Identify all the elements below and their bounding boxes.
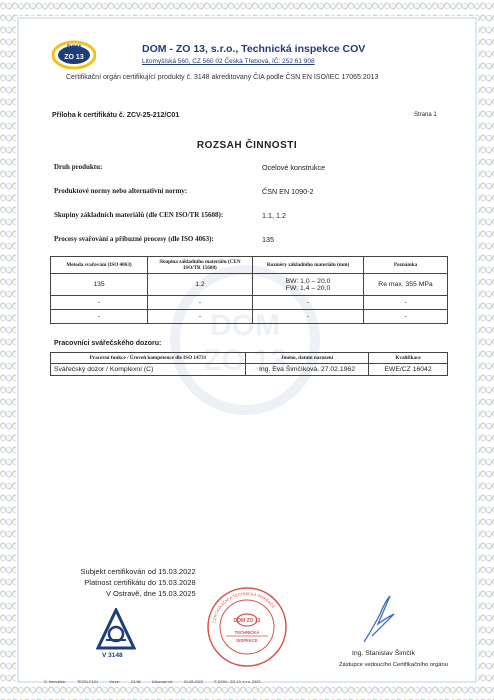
table-row — [51, 364, 448, 376]
footer-form-number: TE201-F101 — [76, 680, 99, 684]
field-value-materials: 1.1, 1.2 — [262, 211, 286, 220]
signatory-role: Zástupce vedoucího Certifikačního orgánu — [339, 662, 448, 668]
cert-issued-value: 15.03.2025 — [158, 589, 196, 598]
footer-version: 23-56 — [130, 680, 141, 684]
svg-text:DOM: DOM — [67, 45, 81, 51]
field-label-product: Druh produktu: — [54, 163, 103, 171]
page-number: Strana 1 — [414, 112, 437, 118]
supervision-table — [50, 352, 448, 376]
svg-text:CERTIFIKAČNÍ A TECHNICKÁ INSPE: CERTIFIKAČNÍ A TECHNICKÁ INSPEKCE — [211, 590, 277, 624]
field-label-processes: Procesy svařování a příbuzné procesy (dle ISO 4063): — [54, 235, 214, 243]
signatory-name: Ing. Stanislav Šimčík — [352, 650, 416, 657]
accreditation-line: Certifikační orgán certifikující produkty č. 3148 akreditovaný ČIA podle ČSN EN ISO/IEC 17065:2013 — [66, 74, 379, 81]
cell-dimensions-fw: FW: 1,4 – 20,0 — [285, 284, 331, 292]
cell-note: - — [364, 296, 448, 310]
cell-dimensions — [253, 274, 364, 296]
cert-issued — [66, 589, 196, 598]
handwritten-signature — [360, 592, 400, 647]
document-title: ROZSAH ČINNOSTI — [196, 140, 298, 151]
cell-material-group: 1.2 — [148, 274, 253, 296]
svg-text:ZO 13: ZO 13 — [64, 54, 84, 61]
field-value-standard: ČSN EN 1090-2 — [262, 187, 314, 196]
col-header-role: Pracovní funkce / Úroveň kompetence dle ISO 14731 — [51, 353, 246, 364]
col-header-note: Poznámka — [364, 257, 448, 274]
cell-note: Re max. 355 MPa — [364, 274, 448, 296]
cell-note: - — [364, 310, 448, 324]
cert-valid — [66, 578, 196, 587]
field-value-processes: 135 — [262, 235, 274, 244]
col-header-name: Jméno, datum narození — [246, 353, 369, 364]
cell-dimensions-bw: BW: 1,0 – 20,0 — [285, 277, 331, 285]
cert-issued-label: V Ostravě, dne — [105, 589, 156, 598]
table-row — [51, 296, 448, 310]
cell-qualification: EWE/CZ 16042 — [369, 364, 448, 376]
official-stamp — [206, 586, 288, 668]
company-logo — [52, 40, 96, 70]
cell-role: Svářečský dozor / Komplexní (C) — [51, 364, 246, 376]
cell-dimensions: - — [253, 296, 364, 310]
accreditation-number: V 3148 — [102, 652, 123, 659]
field-label-standard: Produktové normy nebo alternativní normy: — [54, 187, 188, 195]
col-header-qualification: Kvalifikace — [369, 353, 448, 364]
process-table — [50, 256, 448, 324]
svg-text:INSPEKCE: INSPEKCE — [236, 638, 258, 643]
supervision-heading: Pracovníci svářečského dozoru: — [54, 340, 162, 347]
cert-valid-value: 15.03.2028 — [158, 578, 196, 587]
footer-effective-label: Účinnost od: — [151, 680, 173, 684]
cell-method: - — [51, 310, 148, 324]
col-header-dimensions: Rozměry základního materiálu (mm) — [253, 257, 364, 274]
svg-text:DOM ZO 13: DOM ZO 13 — [233, 618, 261, 624]
form-footer — [44, 680, 270, 684]
company-name: DOM - ZO 13, s.r.o., Technická inspekce COV — [142, 43, 366, 55]
svg-text:TECHNICKÁ: TECHNICKÁ — [234, 630, 260, 635]
table-row — [51, 310, 448, 324]
cert-valid-label: Platnost certifikátu do — [84, 578, 156, 587]
cell-name: Ing. Eva Šimčíková, 27.02.1962 — [246, 364, 369, 376]
cell-dimensions: - — [253, 310, 364, 324]
footer-version-label: Verze: — [109, 680, 120, 684]
field-value-product: Ocelové konstrukce — [262, 163, 326, 172]
cell-material-group: - — [148, 310, 253, 324]
company-address: Litomyšlská 560, CZ 560 02 Česká Třebová, IČ: 252 61 908 — [142, 58, 315, 65]
annex-number: Příloha k certifikátu č. ZCV-25-212/C01 — [52, 112, 180, 119]
cell-method: - — [51, 296, 148, 310]
cell-material-group: - — [148, 296, 253, 310]
cert-from — [66, 567, 196, 576]
accreditation-logo — [96, 608, 136, 652]
footer-effective-date: 01.08.2023 — [183, 680, 203, 684]
cert-from-label: Subjekt certifikován od — [80, 567, 156, 576]
field-label-materials: Skupiny základních materiálů (dle CEN ISO/TR 15608): — [54, 211, 224, 219]
svg-text:ZO 13: ZO 13 — [203, 344, 287, 377]
svg-text:DOM: DOM — [210, 309, 280, 342]
footer-form-label: Č. formuláře: — [44, 680, 66, 684]
cert-from-value: 15.03.2022 — [158, 567, 196, 576]
col-header-method: Metoda svařování (ISO 4063) — [51, 257, 148, 274]
col-header-material-group: Skupina základního materiálu (CEN ISO/TR 15608) — [148, 257, 253, 274]
cell-method: 135 — [51, 274, 148, 296]
footer-copyright: © DOM - ZO 13, s.r.o. 2023 — [213, 680, 261, 684]
table-row — [51, 274, 448, 296]
